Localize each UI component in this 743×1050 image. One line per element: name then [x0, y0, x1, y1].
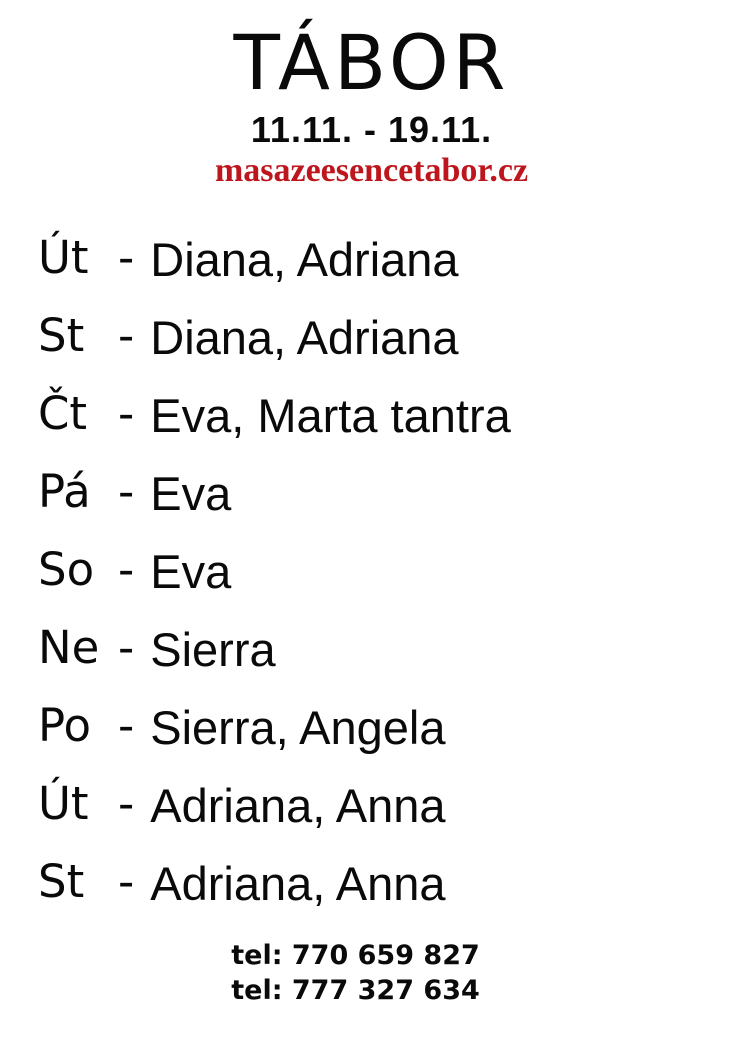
- day-names-separator: -: [118, 386, 135, 440]
- names-text: Adriana, Anna: [150, 778, 446, 832]
- names-text: Sierra: [150, 622, 276, 676]
- day-label: St: [38, 854, 85, 908]
- day-label: Po: [38, 698, 92, 752]
- schedule-row: [38, 608, 727, 686]
- header: [0, 20, 743, 189]
- page-title: TÁBOR: [233, 18, 510, 107]
- day-names-separator: -: [118, 464, 135, 518]
- names-text: Eva: [150, 544, 232, 598]
- schedule-row: [38, 452, 727, 530]
- names-text: Eva, Marta tantra: [150, 388, 511, 442]
- day-label: Ne: [38, 620, 100, 674]
- day-names-separator: -: [118, 854, 135, 908]
- date-range: 11.11. - 19.11.: [250, 109, 493, 150]
- day-label: Út: [38, 776, 89, 830]
- day-label: So: [38, 542, 95, 596]
- day-label: Čt: [38, 386, 88, 440]
- schedule-row: [38, 764, 727, 842]
- footer: [0, 938, 727, 1008]
- day-label: Út: [38, 230, 89, 284]
- names-text: Diana, Adriana: [150, 232, 459, 286]
- schedule-row: [38, 218, 727, 296]
- schedule-row: [38, 842, 727, 920]
- day-label: St: [38, 308, 85, 362]
- names-text: Diana, Adriana: [150, 310, 459, 364]
- schedule-row: [38, 296, 727, 374]
- day-names-separator: -: [118, 308, 135, 362]
- schedule-row: [38, 686, 727, 764]
- schedule-list: [38, 218, 727, 920]
- day-names-separator: -: [118, 698, 135, 752]
- names-text: Sierra, Angela: [150, 700, 446, 754]
- phone-number-1: tel: 770 659 827: [231, 940, 480, 971]
- day-names-separator: -: [118, 620, 135, 674]
- schedule-row: [38, 374, 727, 452]
- names-text: Eva: [150, 466, 232, 520]
- names-text: Adriana, Anna: [150, 856, 446, 910]
- phone-number-2: tel: 777 327 634: [231, 975, 480, 1006]
- day-names-separator: -: [118, 542, 135, 596]
- website-text: masazeesencetabor.cz: [214, 152, 529, 189]
- schedule-row: [38, 530, 727, 608]
- day-names-separator: -: [118, 230, 135, 284]
- day-label: Pá: [38, 464, 91, 518]
- day-names-separator: -: [118, 776, 135, 830]
